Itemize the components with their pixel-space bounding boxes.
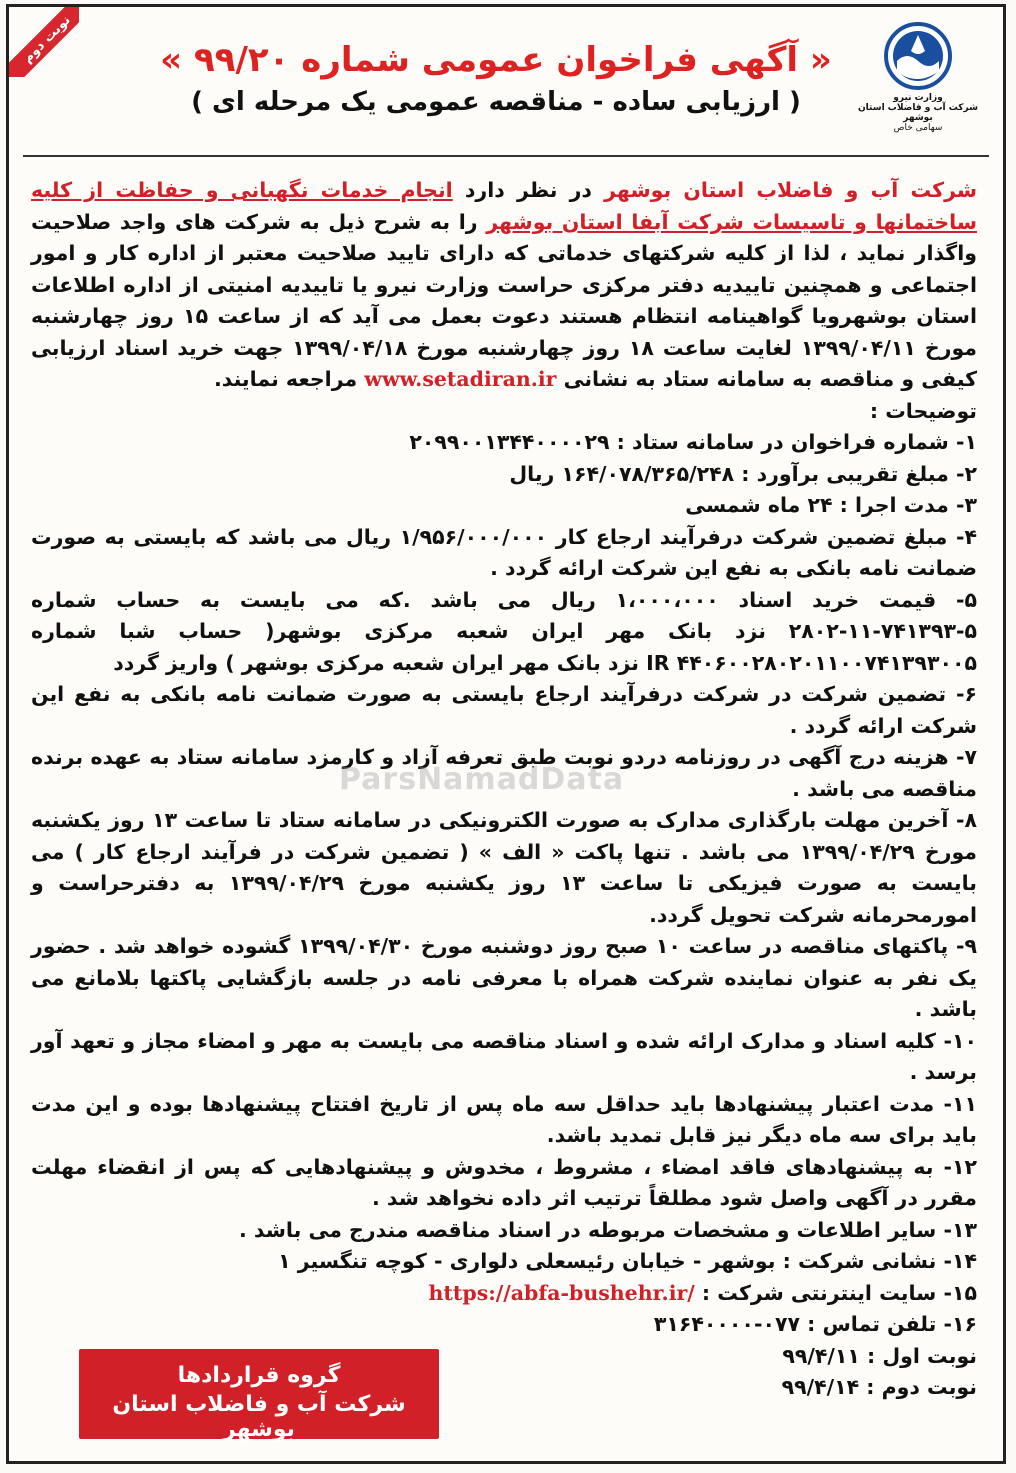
list-item: ۹- پاکتهای مناقصه در ساعت ۱۰ صبح روز دوشنبه مورخ ۱۳۹۹/۰۴/۳۰ گشوده خواهد شد . حضور یک نفر به عنوان نماینده شرکت همراه با معرفی نامه در جلسه بازگشایی پاکتها بلامانع می باشد .: [31, 934, 977, 1021]
intro-company: شرکت آب و فاضلاب استان بوشهر: [604, 178, 977, 202]
signature-company: شرکت آب و فاضلاب استان بوشهر: [112, 1392, 406, 1442]
water-company-emblem-icon: [883, 21, 953, 91]
header-divider: [23, 155, 989, 157]
list-item: ۱۴- نشانی شرکت : بوشهر - خیابان رئیسعلی دلواری - کوچه تنگسیر ۱: [278, 1249, 977, 1273]
intro-text-1: در نظر دارد: [452, 178, 605, 202]
list-item: ۱۱- مدت اعتبار پیشنهادها باید حداقل سه ماه پس از تاریخ افتتاح پیشنهادها بوده و این مدت باید برای سه ماه دیگر نیز قابل تمدید باشد.: [31, 1091, 977, 1147]
company-logo: [853, 21, 983, 133]
publish-first: نوبت اول : ۹۹/۴/۱۱: [782, 1343, 977, 1368]
ministry-label: وزارت نیرو: [893, 93, 943, 103]
notice-frame: [6, 4, 1006, 1464]
setadiran-link[interactable]: www.setadiran.ir: [364, 367, 557, 391]
ribbon-label: نوبت دوم: [9, 7, 79, 77]
company-website-link[interactable]: https://abfa-bushehr.ir/: [428, 1280, 695, 1305]
publish-second: نوبت دوم : ۹۹/۴/۱۴: [781, 1375, 977, 1399]
signature-box: [79, 1349, 439, 1442]
list-item: ۱۰- کلیه اسناد و مدارک ارائه شده و اسناد مناقصه می بایست به مهر و امضاء مجاز و تعهد آور برسد .: [31, 1028, 977, 1084]
list-item: ۵- قیمت خرید اسناد ۱،۰۰۰،۰۰۰ ریال می باشد .که می بایست به حساب شماره ۵-۷۴۱۳۹۳-۱۱-۲۸۰۲ نزد بانک مهر ایران شعبه مرکزی بوشهر( حساب شبا شماره ۴۴۰۶۰۰۲۸۰۲۰۱۱۰۰۷۴۱۳۹۳۰۰۵ IR نزد بانک مهر ایران شعبه مرکزی بوشهر ) واریز گردد: [31, 587, 977, 675]
list-item: ۶- تضمین شرکت در شرکت درفرآیند ارجاع بایستی به صورت ضمانت نامه بانکی به نفع این شرکت ارائه گردد .: [31, 682, 977, 738]
list-item: ۱۳- سایر اطلاعات و مشخصات مربوطه در اسناد مناقصه مندرج می باشد .: [239, 1217, 977, 1242]
signature-group: گروه قراردادها: [177, 1363, 341, 1388]
intro-text-2: را به شرح ذیل به شرکت های واجد صلاحیت واگذار نماید ، لذا از کلیه شرکتهای خدماتی که دارای تایید صلاحیت معتبر از اداره کار و امور اجتماعی و همچنین تاییدیه دفتر مرکزی حراست وزارت نیرو یا تاییدیه امنیتی از اداره اطلاعات استان بوشهرویا گواهینامه انتظام هستند دعوت بعمل می آید که از ساعت ۱۵ روز چهارشنبه مورخ ۱۳۹۹/۰۴/۱۱ لغایت ساعت ۱۸ روز چهارشنبه مورخ ۱۳۹۹/۰۴/۱۸ جهت خرید اسناد ارزیابی کیفی و مناقصه به سامانه ستاد به نشانی: [31, 209, 977, 391]
list-item: ۲- مبلغ تقریبی برآورد : ۱۶۴/۰۷۸/۳۶۵/۲۴۸ ریال: [509, 461, 977, 486]
intro-service: انجام خدمات نگهبانی و حفاظت از کلیه ساختمانها و تاسیسات شرکت آبفا استان بوشهر: [31, 178, 977, 234]
list-item: ۳- مدت اجرا : ۲۴ ماه شمسی: [685, 493, 977, 517]
title-line-2: ( ارزیابی ساده - مناقصه عمومی یک مرحله ای ): [191, 87, 801, 117]
notes-heading: توضیحات :: [869, 398, 977, 423]
intro-text-3: مراجعه نمایند.: [213, 367, 365, 391]
list-item: ۱- شماره فراخوان در سامانه ستاد : ۲۰۹۹۰۰۱۳۴۴۰۰۰۰۲۹: [409, 430, 977, 454]
list-item: ۷- هزینه درج آگهی در روزنامه دردو نوبت طبق تعرفه آزاد و کارمزد سامانه ستاد به عهده برنده مناقصه می باشد .: [31, 745, 977, 801]
list-item: ۱۲- به پیشنهادهای فاقد امضاء ، مشروط ، مخدوش و پیشنهادهایی که پس از انقضاء مهلت مقرر در آگهی واصل شود مطلقاً ترتیب اثر داده نخواهد شد .: [31, 1154, 977, 1210]
corner-ribbon: [9, 7, 79, 77]
notice-title: [159, 37, 833, 121]
logo-company-label: شرکت آب و فاضلاب استان بوشهر: [858, 103, 978, 123]
list-item: ۴- مبلغ تضمین شرکت درفرآیند ارجاع کار ۱/۹۵۶/۰۰۰/۰۰۰ ریال می باشد که بایستی به صورت ضمانت نامه بانکی به نفع این شرکت ارائه گردد .: [31, 524, 977, 580]
logo-type-label: سهامی خاص: [893, 123, 943, 133]
list-item-phone: ۱۶- تلفن تماس : ۰۷۷-۳۱۶۴۰۰۰۰: [653, 1312, 977, 1336]
website-label: ۱۵- سایت اینترنتی شرکت :: [694, 1280, 977, 1305]
intro-paragraph: [31, 175, 977, 396]
list-item: ۸- آخرین مهلت بارگذاری مدارک به صورت الکترونیکی در سامانه ستاد تا ساعت ۱۳ روز یکشنبه مورخ ۱۳۹۹/۰۴/۲۹ می باشد . تنها پاکت « الف » ( تضمین شرکت در فرآیند ارجاع کار ) می بایست به صورت فیزیکی تا ساعت ۱۳ روز یکشنبه مورخ ۱۳۹۹/۰۴/۲۹ به دفترحراست و امورمحرمانه شرکت تحویل گردد.: [31, 808, 978, 927]
title-line-1: « آگهی فراخوان عمومی شماره ۹۹/۲۰ »: [160, 40, 832, 80]
list-item-website: [31, 1278, 977, 1310]
watermark: ParsNamadData: [339, 762, 625, 797]
